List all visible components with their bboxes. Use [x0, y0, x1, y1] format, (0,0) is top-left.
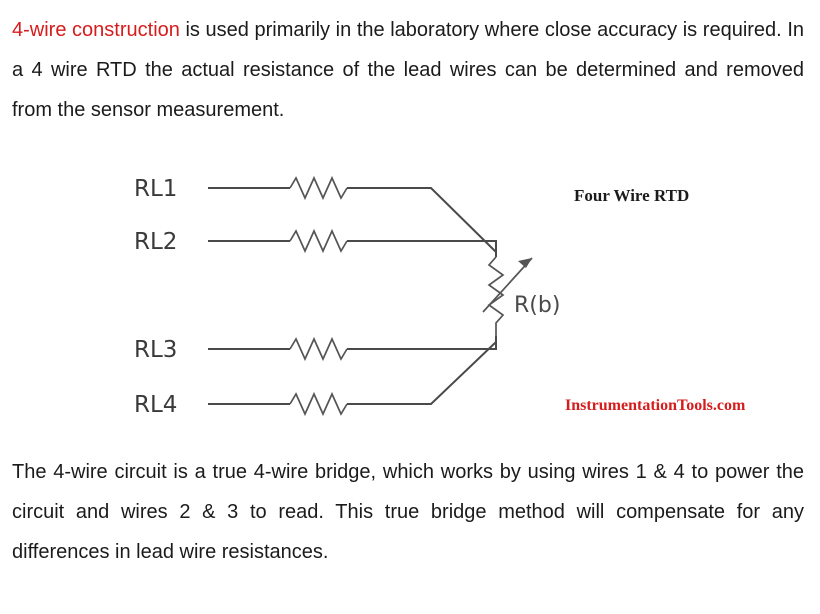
rl4-wire-right	[347, 342, 496, 404]
lead-label-rl1: RL1	[134, 176, 178, 202]
rl3-resistor-symbol	[290, 339, 347, 359]
watermark-label: InstrumentationTools.com	[565, 397, 746, 414]
conclusion-paragraph: The 4-wire circuit is a true 4-wire bridge, which works by using wires 1 & 4 to power the circuit and wires 2 & 3 to read. This true bridge method will compensate for any differences in lead wire resistances.	[12, 461, 804, 563]
resistor-label: R(b)	[514, 293, 561, 318]
lead-label-rl2: RL2	[134, 229, 178, 255]
rl1-resistor-symbol	[290, 178, 347, 198]
lead-label-rl3: RL3	[134, 337, 178, 363]
rl3-wire-right	[347, 336, 496, 349]
accent-phrase: 4-wire construction	[12, 19, 180, 41]
variable-resistor-arrow-head	[518, 258, 532, 268]
rl4-resistor-symbol	[290, 394, 347, 414]
diagram-svg	[12, 144, 808, 444]
intro-paragraph-rest: is used primarily in the laboratory where close accuracy is required. In a 4 wire RTD the actual resistance of the lead wires can be determined and removed from the sensor measurement.	[12, 19, 804, 121]
figure-title: Four Wire RTD	[574, 186, 690, 205]
intro-paragraph	[12, 10, 804, 130]
rl2-resistor-symbol	[290, 231, 347, 251]
four-wire-rtd-diagram	[12, 144, 808, 444]
rl2-wire-right	[347, 241, 496, 257]
lead-label-rl4: RL4	[134, 392, 178, 418]
rl1-wire-right	[347, 188, 496, 252]
